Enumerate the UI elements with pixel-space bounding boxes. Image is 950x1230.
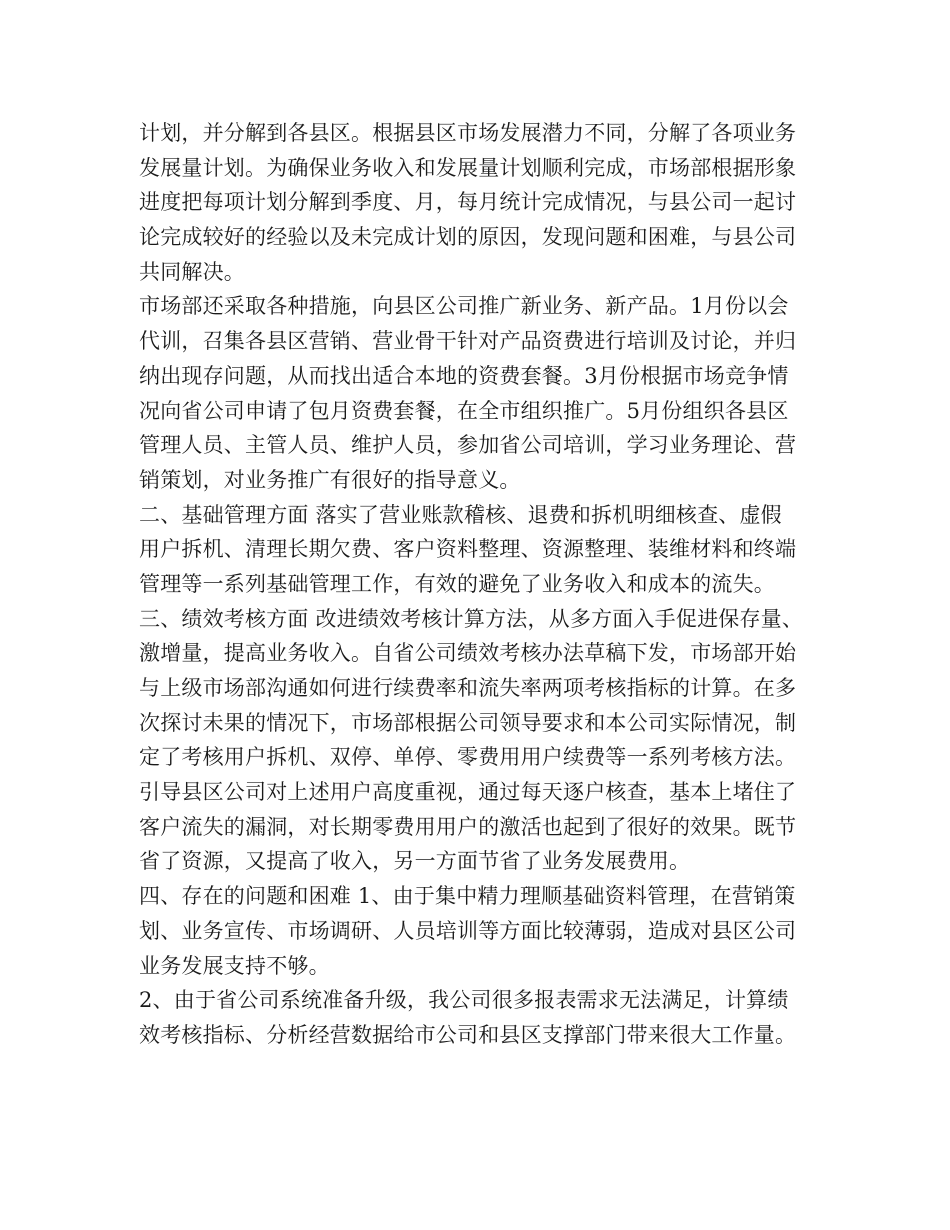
text-line: 业务发展支持不够。 (139, 953, 330, 978)
text-line: 代训，召集各县区营销、营业骨干针对产品资费进行培训及讨论，并归 (139, 329, 797, 354)
text-line: 定了考核用户拆机、双停、单停、零费用用户续费等一系列考核方法。 (139, 745, 797, 770)
text-line: 进度把每项计划分解到季度、月，每月统计完成情况，与县公司一起讨 (139, 190, 797, 215)
text-line: 四、存在的问题和困难 1、由于集中精力理顺基础资料管理，在营销策 (139, 884, 796, 909)
text-line: 效考核指标、分析经营数据给市公司和县区支撑部门带来很大工作量。 (139, 1022, 797, 1047)
text-line: 划、业务宣传、市场调研、人员培训等方面比较薄弱，造成对县区公司 (139, 918, 797, 943)
text-line: 发展量计划。为确保业务收入和发展量计划顺利完成，市场部根据形象 (139, 155, 797, 180)
text-line: 激增量，提高业务收入。自省公司绩效考核办法草稿下发，市场部开始 (139, 641, 797, 666)
text-line: 二、基础管理方面 落实了营业账款稽核、退费和拆机明细核查、虚假 (139, 502, 782, 527)
text-line: 管理人员、主管人员、维护人员，参加省公司培训，学习业务理论、营 (139, 433, 797, 458)
text-line: 次探讨未果的情况下，市场部根据公司领导要求和本公司实际情况，制 (139, 710, 797, 735)
text-line: 销策划，对业务推广有很好的指导意义。 (139, 467, 521, 492)
text-line: 客户流失的漏洞，对长期零费用用户的激活也起到了很好的效果。既节 (139, 814, 797, 839)
text-line: 三、绩效考核方面 改进绩效考核计算方法，从多方面入手促进保存量、 (139, 606, 804, 631)
text-line: 况向省公司申请了包月资费套餐，在全市组织推广。5月份组织各县区 (139, 398, 789, 423)
text-line: 省了资源，又提高了收入，另一方面节省了业务发展费用。 (139, 849, 691, 874)
text-line: 与上级市场部沟通如何进行续费率和流失率两项考核指标的计算。在多 (139, 676, 797, 700)
text-line: 2、由于省公司系统准备升级，我公司很多报表需求无法满足，计算绩 (139, 988, 789, 1013)
document-body (139, 116, 819, 1053)
text-line: 引导县区公司对上述用户高度重视，通过每天逐户核查，基本上堵住了 (139, 780, 797, 805)
text-line: 纳出现存问题，从而找出适合本地的资费套餐。3月份根据市场竞争情 (139, 363, 789, 388)
text-line: 用户拆机、清理长期欠费、客户资料整理、资源整理、装维材料和终端 (139, 537, 797, 562)
text-line: 市场部还采取各种措施，向县区公司推广新业务、新产品。1月份以会 (139, 294, 789, 319)
text-line: 论完成较好的经验以及未完成计划的原因，发现问题和困难，与县公司 (139, 225, 797, 250)
text-line: 共同解决。 (139, 259, 245, 284)
text-line: 管理等一系列基础管理工作，有效的避免了业务收入和成本的流失。 (139, 571, 775, 596)
text-line: 计划，并分解到各县区。根据县区市场发展潜力不同，分解了各项业务 (139, 121, 797, 145)
